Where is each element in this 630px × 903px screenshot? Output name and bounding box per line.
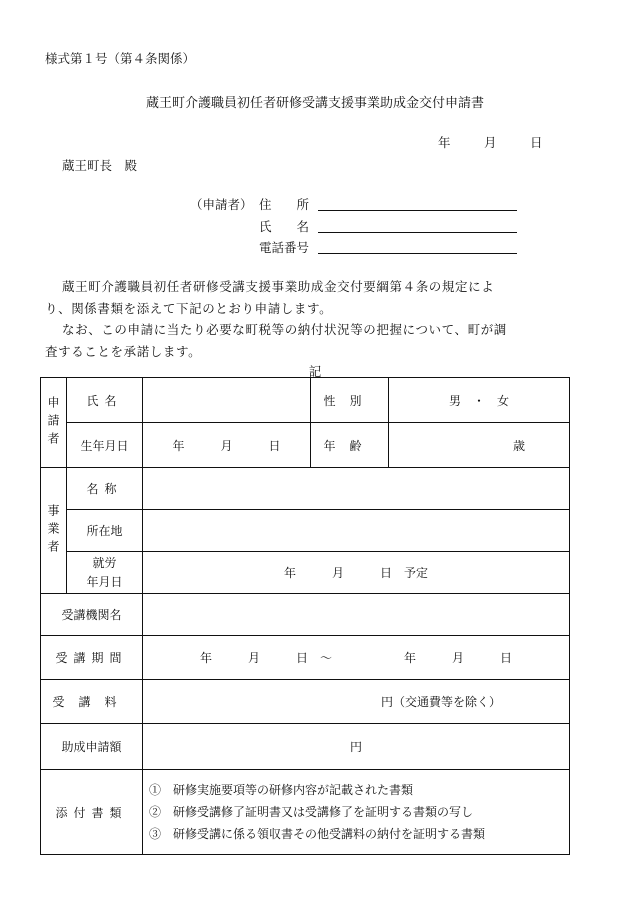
institution-input[interactable]: [143, 594, 570, 636]
birth-value[interactable]: 年 月 日: [143, 423, 311, 468]
name-label: 氏 名: [259, 219, 310, 234]
sex-options[interactable]: 男 ・ 女: [389, 378, 570, 423]
emp-date-header-line2: 年月日: [86, 574, 123, 589]
period-value[interactable]: 年 月 日 ～ 年 月 日: [143, 636, 570, 680]
body-line-2: り、関係書類を添えて下記のとおり申請します。: [45, 301, 333, 316]
emp-date-header-line1: 就労: [92, 555, 117, 570]
amount-value[interactable]: 円: [143, 724, 570, 770]
phone-label: 電話番号: [259, 240, 310, 255]
body-line-1: 蔵王町介護職員初任者研修受講支援事業助成金交付要綱第４条の規定によ: [62, 279, 495, 294]
document-title: 蔵王町介護職員初任者研修受講支援事業助成金交付申請書: [145, 96, 484, 111]
address-line[interactable]: [318, 196, 517, 211]
employer-group-label: 事業者: [46, 503, 60, 558]
attachment-item[interactable]: ② 研修受講修了証明書又は受講修了を証明する書類の写し: [149, 805, 474, 819]
fee-value[interactable]: 円（交通費等を除く）: [143, 680, 570, 724]
sex-header: 性別: [311, 378, 389, 423]
fee-header: 受講料: [41, 680, 143, 724]
body-line-4: 査することを承諾します。: [45, 344, 202, 359]
applicant-group-cell: [41, 378, 67, 468]
applicant-label: （申請者）: [190, 197, 253, 212]
age-unit[interactable]: 歳: [389, 423, 570, 468]
attachments-header: 添付書類: [41, 770, 143, 855]
amount-header: 助成申請額: [41, 724, 143, 770]
emp-name-header: 名称: [67, 468, 143, 510]
address-label: 住 所: [259, 197, 310, 212]
emp-address-input[interactable]: [143, 510, 570, 552]
attachments-list: [143, 770, 570, 855]
name-header: 氏名: [67, 378, 143, 423]
date-month: 月: [484, 135, 497, 150]
birth-header: 生年月日: [67, 423, 143, 468]
emp-address-header: 所在地: [67, 510, 143, 552]
age-header: 年齢: [311, 423, 389, 468]
name-line[interactable]: [318, 218, 517, 233]
application-table: [40, 377, 570, 855]
institution-header: 受講機関名: [41, 594, 143, 636]
applicant-group-label: 申請者: [46, 395, 60, 450]
body-line-3: なお、この申請に当たり必要な町税等の納付状況等の把握について、町が調: [62, 322, 507, 337]
attachment-item[interactable]: ③ 研修受講に係る領収書その他受講料の納付を証明する書類: [149, 827, 486, 841]
emp-name-input[interactable]: [143, 468, 570, 510]
date-day: 日: [530, 135, 543, 150]
name-input-cell[interactable]: [143, 378, 311, 423]
ki-mark: 記: [308, 364, 322, 379]
date-year: 年: [438, 135, 451, 150]
emp-date-value[interactable]: 年 月 日 予定: [143, 552, 570, 594]
employer-group-cell: [41, 468, 67, 594]
emp-date-header: [67, 552, 143, 594]
attachment-item[interactable]: ① 研修実施要項等の研修内容が記載された書類: [149, 783, 414, 797]
phone-line[interactable]: [318, 239, 517, 254]
period-header: 受講期間: [41, 636, 143, 680]
form-number: 様式第１号（第４条関係）: [45, 51, 196, 66]
addressee: 蔵王町長 殿: [62, 158, 138, 173]
